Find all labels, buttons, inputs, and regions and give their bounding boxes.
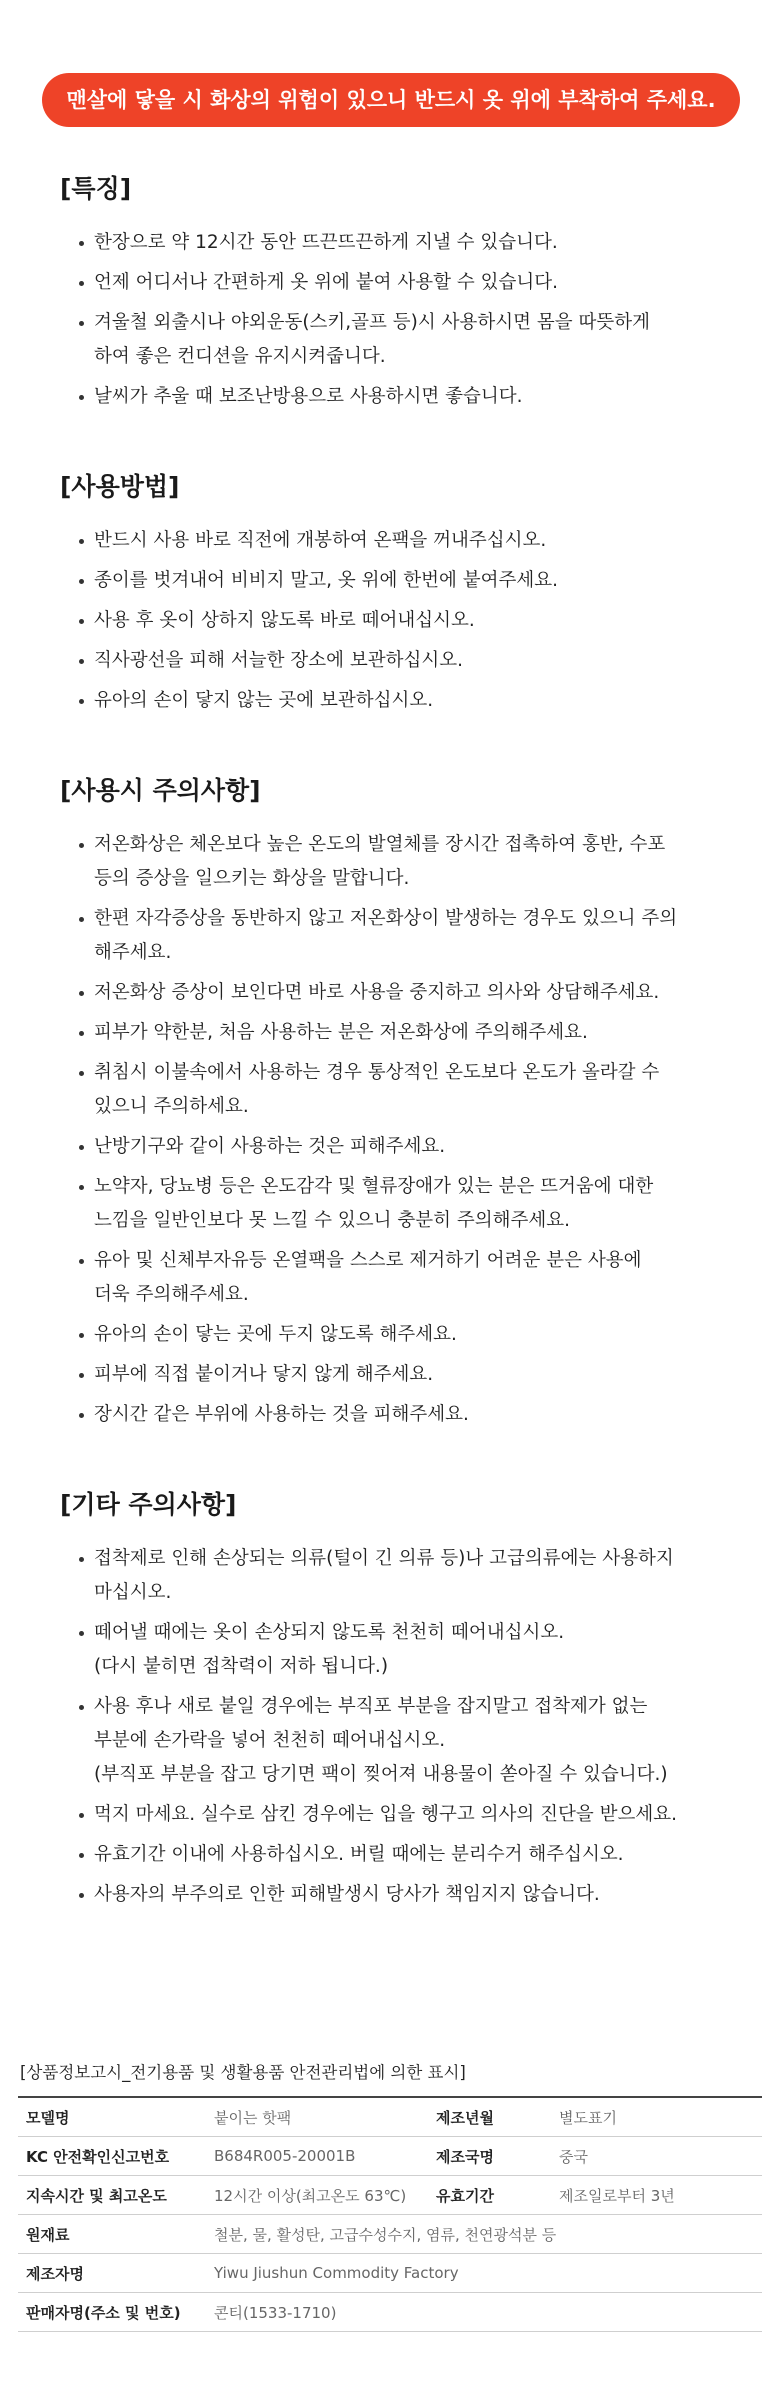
list-item bbox=[78, 1878, 730, 1912]
list-item bbox=[78, 564, 730, 598]
table-value-cell: 12시간 이상(최고온도 63℃) bbox=[206, 2176, 428, 2215]
section-title: [사용시 주의사항] bbox=[60, 776, 261, 805]
list-item-line: 한편 자각증상을 동반하지 않고 저온화상이 발생하는 경우도 있으니 주의 bbox=[94, 908, 678, 929]
table-value-cell: B684R005-20001B bbox=[206, 2137, 428, 2176]
table-value-cell: 철분, 물, 활성탄, 고급수성수지, 염류, 천연광석분 등 bbox=[206, 2215, 762, 2254]
list-item bbox=[78, 902, 730, 970]
info-caption: [상품정보고시_전기용품 및 생활용품 안전관리법에 의한 표시] bbox=[20, 2063, 466, 2082]
list-item-line: 유효기간 이내에 사용하십시오. 버릴 때에는 분리수거 해주십시오. bbox=[94, 1844, 624, 1865]
table-row bbox=[18, 2215, 762, 2254]
list-item-line: 사용 후나 새로 붙일 경우에는 부직포 부분을 잡지말고 접착제가 없는 bbox=[94, 1696, 648, 1717]
table-row bbox=[18, 2097, 762, 2137]
list-item-line: 접착제로 인해 손상되는 의류(털이 긴 의류 등)나 고급의류에는 사용하지 bbox=[94, 1548, 674, 1569]
list-item bbox=[78, 976, 730, 1010]
list-item-line: 마십시오. bbox=[94, 1582, 172, 1603]
list-item bbox=[78, 266, 730, 300]
list-item-line: 피부에 직접 붙이거나 닿지 않게 해주세요. bbox=[94, 1364, 434, 1385]
list-item-line: 유아의 손이 닿는 곳에 두지 않도록 해주세요. bbox=[94, 1324, 457, 1345]
table-label-cell: KC 안전확인신고번호 bbox=[18, 2137, 206, 2176]
list-item-line: 먹지 마세요. 실수로 삼킨 경우에는 입을 헹구고 의사의 진단을 받으세요. bbox=[94, 1804, 677, 1825]
list-item-line: 등의 증상을 일으키는 화상을 말합니다. bbox=[94, 868, 410, 889]
list-item bbox=[78, 828, 730, 896]
list-item-line: 떼어낼 때에는 옷이 손상되지 않도록 천천히 떼어내십시오. bbox=[94, 1622, 565, 1643]
list-item bbox=[78, 604, 730, 638]
list-item bbox=[78, 1542, 730, 1610]
list-item bbox=[78, 1056, 730, 1124]
list-item-line: 더욱 주의해주세요. bbox=[94, 1284, 249, 1305]
table-label-cell: 제조국명 bbox=[428, 2137, 551, 2176]
list-item-line: 난방기구와 같이 사용하는 것은 피해주세요. bbox=[94, 1136, 446, 1157]
bullet-list bbox=[60, 828, 730, 1432]
list-item bbox=[78, 1170, 730, 1238]
list-item-line: 노약자, 당뇨병 등은 온도감각 및 혈류장애가 있는 분은 뜨거움에 대한 bbox=[94, 1176, 654, 1197]
section-title: [기타 주의사항] bbox=[60, 1490, 237, 1519]
warning-banner: 맨살에 닿을 시 화상의 위험이 있으니 반드시 옷 위에 부착하여 주세요. bbox=[42, 73, 740, 127]
list-item bbox=[78, 684, 730, 718]
list-item bbox=[78, 226, 730, 260]
list-item bbox=[78, 1798, 730, 1832]
list-item-line: 겨울철 외출시나 야외운동(스키,골프 등)시 사용하시면 몸을 따뜻하게 bbox=[94, 312, 650, 333]
list-item-line: 부분에 손가락을 넣어 천천히 떼어내십시오. bbox=[94, 1730, 446, 1751]
list-item-line: 사용 후 옷이 상하지 않도록 바로 떼어내십시오. bbox=[94, 610, 475, 631]
list-item-line: 장시간 같은 부위에 사용하는 것을 피해주세요. bbox=[94, 1404, 469, 1425]
table-label-cell: 유효기간 bbox=[428, 2176, 551, 2215]
product-info-notice bbox=[18, 2062, 762, 2332]
section-title: [사용방법] bbox=[60, 472, 180, 501]
list-item-line: 피부가 약한분, 처음 사용하는 분은 저온화상에 주의해주세요. bbox=[94, 1022, 588, 1043]
table-row bbox=[18, 2176, 762, 2215]
list-item-line: 반드시 사용 바로 직전에 개봉하여 온팩을 꺼내주십시오. bbox=[94, 530, 547, 551]
list-item-line: 취침시 이불속에서 사용하는 경우 통상적인 온도보다 온도가 올라갈 수 bbox=[94, 1062, 660, 1083]
list-item bbox=[78, 1616, 730, 1684]
table-label-cell: 제조자명 bbox=[18, 2254, 206, 2293]
list-item bbox=[78, 1398, 730, 1432]
table-label-cell: 제조년월 bbox=[428, 2097, 551, 2137]
list-item-line: (부직포 부분을 잡고 당기면 팩이 찢어져 내용물이 쏟아질 수 있습니다.) bbox=[94, 1764, 668, 1785]
list-item bbox=[78, 1690, 730, 1792]
table-label-cell: 원재료 bbox=[18, 2215, 206, 2254]
list-item-line: 해주세요. bbox=[94, 942, 172, 963]
list-item bbox=[78, 1318, 730, 1352]
bullet-list bbox=[60, 1542, 730, 1912]
list-item bbox=[78, 644, 730, 678]
list-item bbox=[78, 1130, 730, 1164]
table-value-cell: 콘티(1533-1710) bbox=[206, 2293, 762, 2332]
section-title: [특징] bbox=[60, 174, 132, 203]
list-item bbox=[78, 524, 730, 558]
list-item-line: 저온화상은 체온보다 높은 온도의 발열체를 장시간 접촉하여 홍반, 수포 bbox=[94, 834, 666, 855]
list-item bbox=[78, 1838, 730, 1872]
list-item-line: (다시 붙히면 접착력이 저하 됩니다.) bbox=[94, 1656, 389, 1677]
table-value-cell: 제조일로부터 3년 bbox=[551, 2176, 762, 2215]
list-item-line: 느낌을 일반인보다 못 느낄 수 있으니 충분히 주의해주세요. bbox=[94, 1210, 570, 1231]
table-row bbox=[18, 2137, 762, 2176]
table-label-cell: 판매자명(주소 및 번호) bbox=[18, 2293, 206, 2332]
list-item-line: 날씨가 추울 때 보조난방용으로 사용하시면 좋습니다. bbox=[94, 386, 523, 407]
table-label-cell: 지속시간 및 최고온도 bbox=[18, 2176, 206, 2215]
bullet-list bbox=[60, 524, 730, 718]
list-item-line: 있으니 주의하세요. bbox=[94, 1096, 249, 1117]
list-item-line: 직사광선을 피해 서늘한 장소에 보관하십시오. bbox=[94, 650, 463, 671]
bullet-list bbox=[60, 226, 730, 414]
section bbox=[60, 172, 730, 414]
list-item-line: 종이를 벗겨내어 비비지 말고, 옷 위에 한번에 붙여주세요. bbox=[94, 570, 558, 591]
section bbox=[60, 470, 730, 718]
list-item-line: 유아 및 신체부자유등 온열팩을 스스로 제거하기 어려운 분은 사용에 bbox=[94, 1250, 642, 1271]
product-notes bbox=[60, 172, 730, 1968]
table-value-cell: Yiwu Jiushun Commodity Factory bbox=[206, 2254, 762, 2293]
section bbox=[60, 774, 730, 1432]
table-row bbox=[18, 2254, 762, 2293]
list-item bbox=[78, 380, 730, 414]
list-item-line: 한장으로 약 12시간 동안 뜨끈뜨끈하게 지낼 수 있습니다. bbox=[94, 232, 558, 253]
list-item-line: 유아의 손이 닿지 않는 곳에 보관하십시오. bbox=[94, 690, 434, 711]
list-item bbox=[78, 306, 730, 374]
table-row bbox=[18, 2293, 762, 2332]
list-item bbox=[78, 1016, 730, 1050]
table-value-cell: 붙이는 핫팩 bbox=[206, 2097, 428, 2137]
section bbox=[60, 1488, 730, 1912]
table-label-cell: 모델명 bbox=[18, 2097, 206, 2137]
list-item bbox=[78, 1244, 730, 1312]
table-value-cell: 별도표기 bbox=[551, 2097, 762, 2137]
list-item bbox=[78, 1358, 730, 1392]
list-item-line: 하여 좋은 컨디션을 유지시켜줍니다. bbox=[94, 346, 386, 367]
table-value-cell: 중국 bbox=[551, 2137, 762, 2176]
info-table bbox=[18, 2096, 762, 2332]
list-item-line: 저온화상 증상이 보인다면 바로 사용을 중지하고 의사와 상담해주세요. bbox=[94, 982, 660, 1003]
list-item-line: 언제 어디서나 간편하게 옷 위에 붙여 사용할 수 있습니다. bbox=[94, 272, 558, 293]
list-item-line: 사용자의 부주의로 인한 피해발생시 당사가 책임지지 않습니다. bbox=[94, 1884, 600, 1905]
